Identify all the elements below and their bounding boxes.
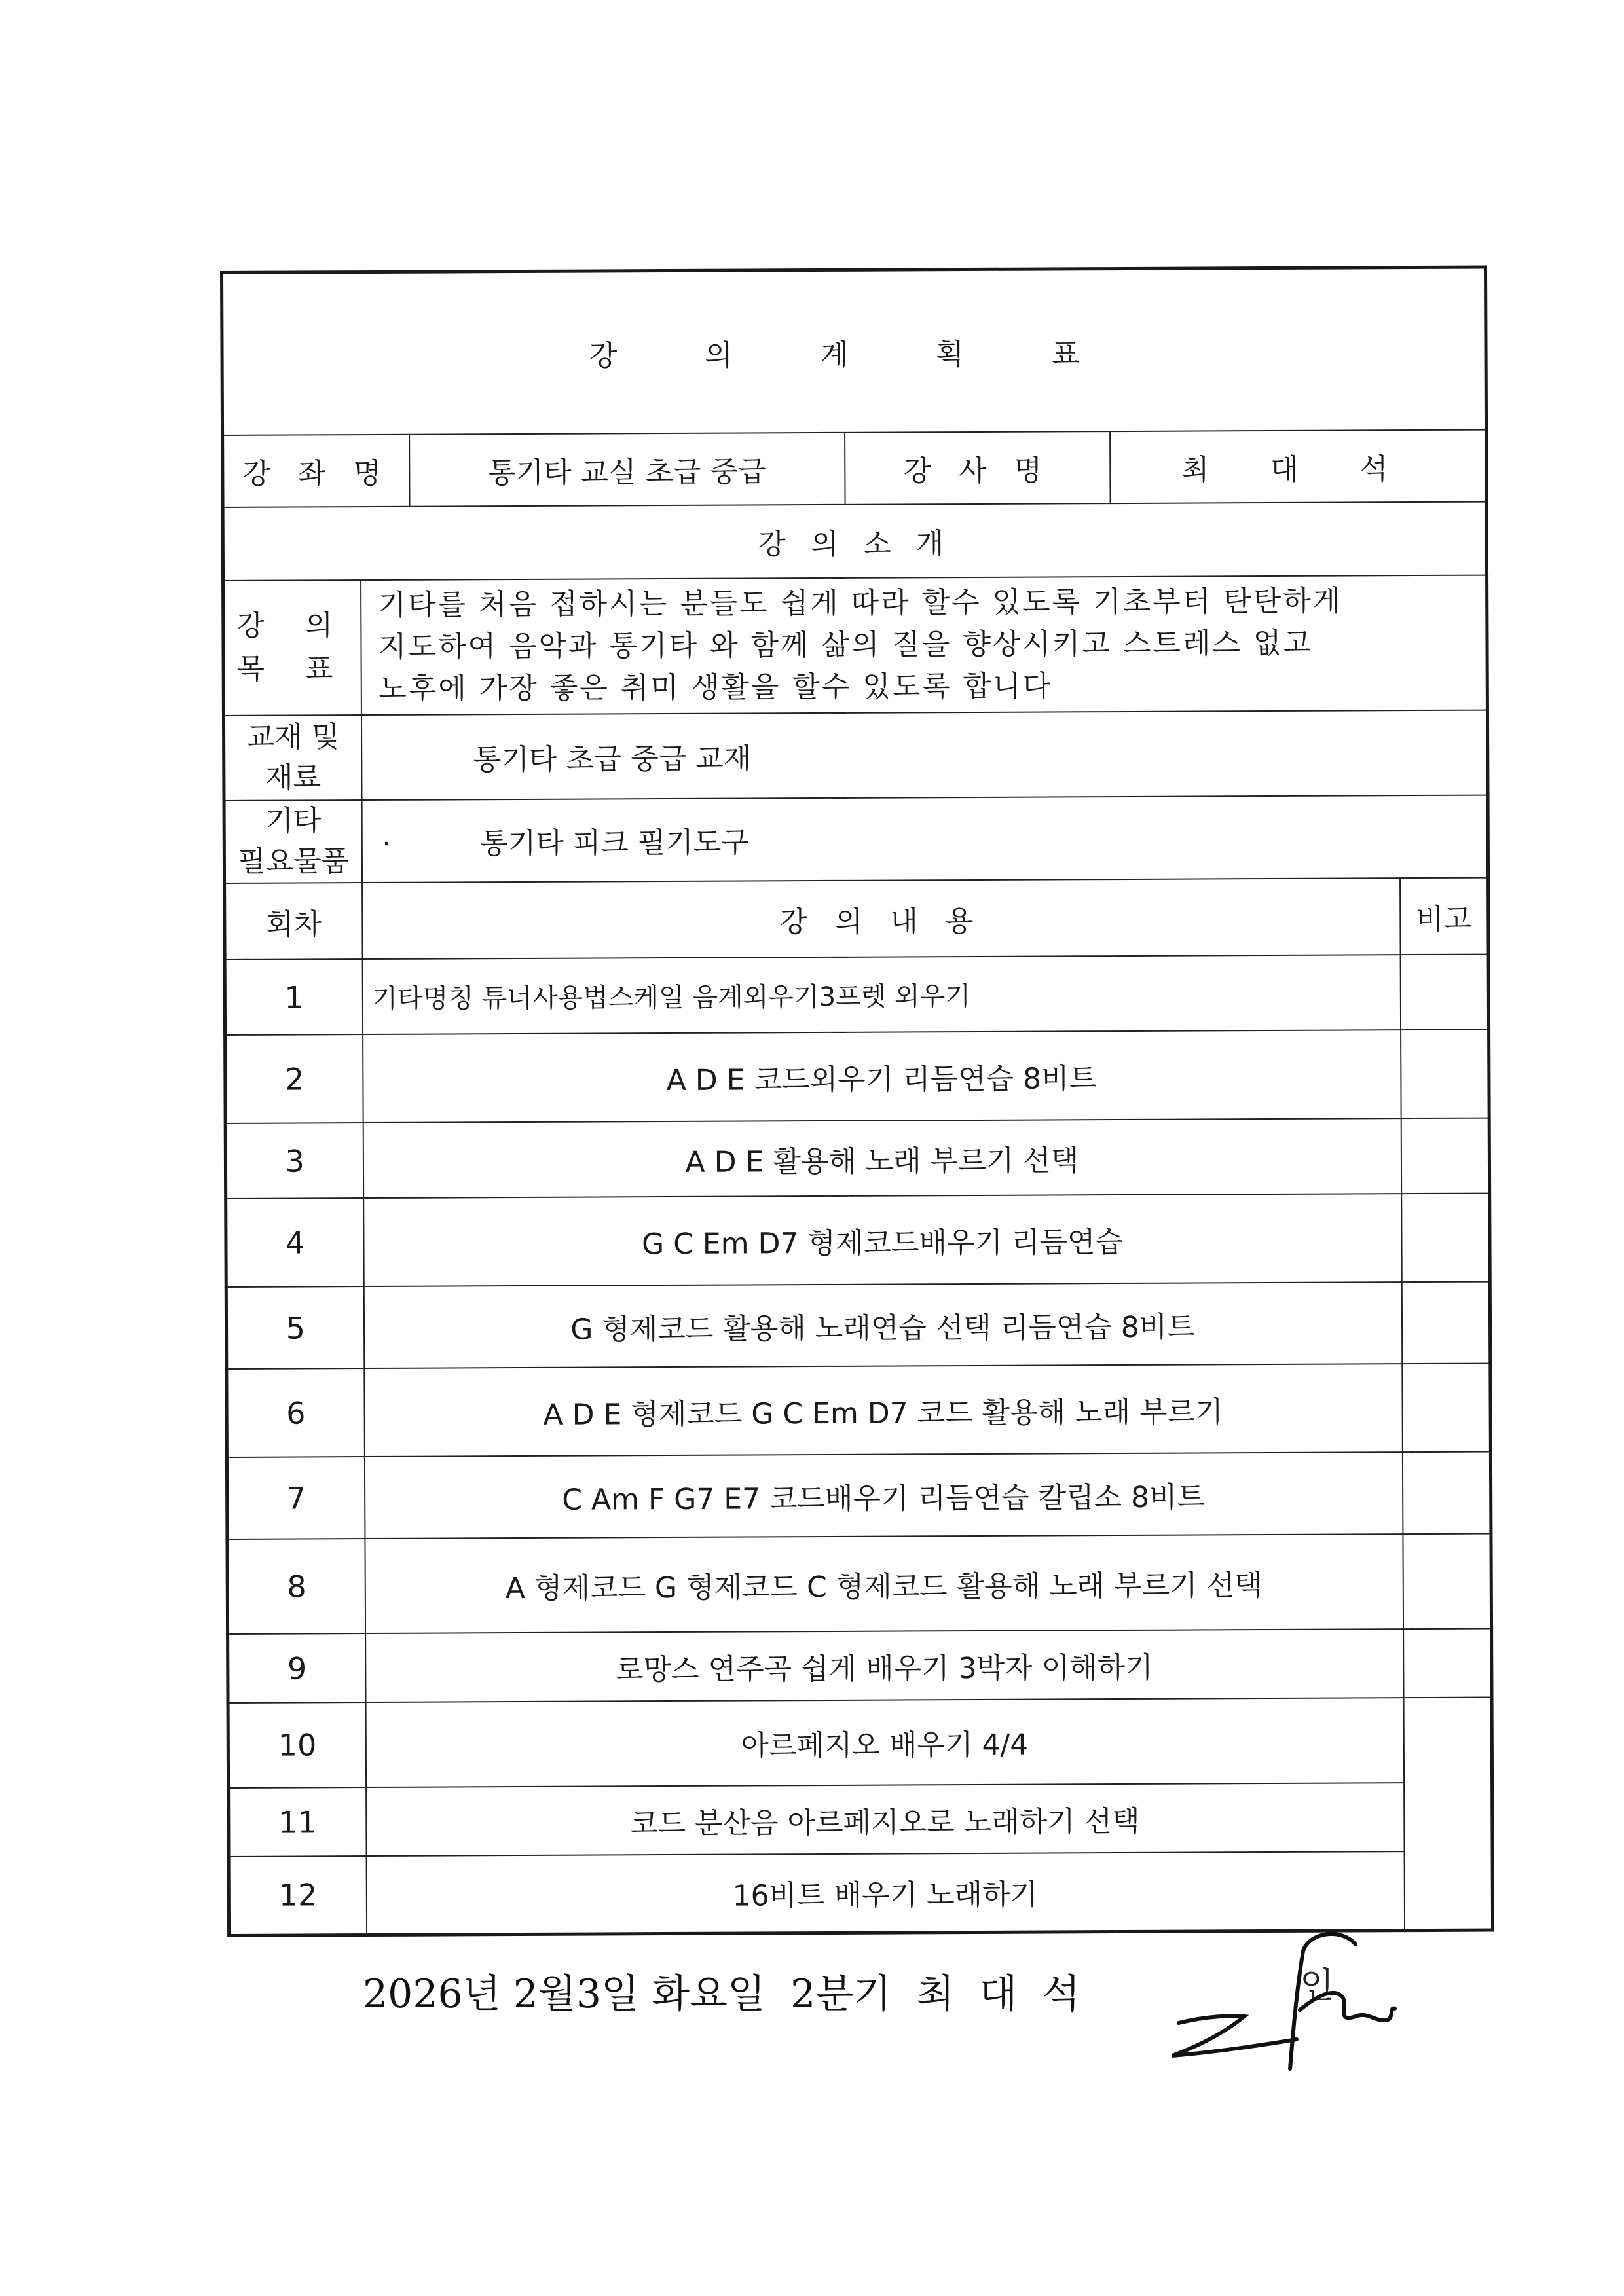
goal-text	[361, 575, 1488, 716]
session-number: 10	[228, 1702, 366, 1788]
session-content: 16비트 배우기 노래하기	[366, 1851, 1405, 1935]
session-remarks	[1403, 1698, 1493, 1931]
materials-text: 통기타 초급 중급 교재	[361, 710, 1488, 801]
course-name: 통기타 교실 초급 중급	[409, 433, 845, 507]
session-content: A D E 형제코드 G C Em D7 코드 활용해 노래 부르기	[364, 1364, 1403, 1457]
col-session-header: 회차	[225, 883, 363, 960]
session-number: 12	[229, 1856, 367, 1935]
instructor-label: 강 사 명	[845, 431, 1110, 505]
signature-icon	[1159, 1925, 1408, 2075]
session-remarks	[1401, 1030, 1490, 1119]
goal-label	[223, 580, 361, 716]
session-remarks	[1401, 1282, 1490, 1364]
session-content: A 형제코드 G 형제코드 C 형제코드 활용해 노래 부르기 선택	[365, 1534, 1403, 1633]
session-number: 11	[229, 1787, 366, 1857]
session-number: 6	[227, 1368, 365, 1457]
col-remarks-header: 비고	[1400, 878, 1489, 955]
session-number: 2	[225, 1034, 363, 1123]
misc-text: 통기타 피크 필기도구	[480, 826, 749, 861]
session-content: C Am F G7 E7 코드배우기 리듬연습 칼립소 8비트	[364, 1452, 1403, 1539]
session-remarks	[1402, 1364, 1491, 1453]
session-content: G C Em D7 형제코드배우기 리듬연습	[363, 1194, 1402, 1286]
session-content: 로망스 연주곡 쉽게 배우기 3박자 이해하기	[365, 1629, 1403, 1702]
session-remarks	[1401, 1118, 1490, 1194]
lecture-plan-sheet	[220, 266, 1491, 1934]
session-content: 아르페지오 배우기 4/4	[365, 1698, 1404, 1787]
bullet: ·	[382, 827, 392, 861]
instructor-name: 최 대 석	[1110, 430, 1486, 504]
session-content: A D E 활용해 노래 부르기 선택	[363, 1118, 1401, 1198]
session-content: 코드 분산음 아르페지오로 노래하기 선택	[366, 1783, 1404, 1856]
misc-label-line: 필요물품	[238, 845, 350, 879]
session-number: 8	[227, 1539, 365, 1634]
session-content: G 형제코드 활용해 노래연습 선택 리듬연습 8비트	[363, 1282, 1402, 1368]
session-number: 3	[225, 1123, 363, 1199]
misc-label-line: 기타	[265, 804, 322, 838]
intro-header: 강 의 소 개	[223, 502, 1486, 581]
session-number: 1	[225, 959, 362, 1035]
misc-items	[361, 795, 1488, 883]
session-number: 7	[227, 1457, 365, 1539]
materials-label	[223, 715, 361, 801]
session-remarks	[1403, 1534, 1492, 1630]
session-number: 5	[226, 1286, 364, 1369]
date-footer: 2026년 2월3일 화요일 2분기 최 대 석	[363, 1971, 1080, 2017]
col-content-header: 강 의 내 용	[362, 878, 1400, 959]
materials-label-line: 교재 및	[246, 720, 340, 754]
course-label: 강 좌 명	[223, 435, 409, 507]
session-number: 9	[228, 1633, 365, 1703]
seal-mark: 인	[1300, 1965, 1335, 2006]
page-title: 강 의 계 획 표	[222, 267, 1486, 435]
session-content: 기타명칭 튜너사용법스케일 음계외우기3프렛 외우기	[362, 955, 1400, 1034]
goal-label-line: 목 표	[236, 652, 349, 686]
session-remarks	[1401, 1194, 1490, 1283]
lecture-plan-table	[220, 266, 1494, 1937]
goal-line: 지도하여 음악과 통기타 와 함께 삶의 질을 향상시키고 스트레스 없고	[378, 626, 1314, 664]
goal-line: 기타를 처음 접하시는 분들도 쉽게 따라 할수 있도록 기초부터 탄탄하게	[378, 584, 1343, 622]
session-remarks	[1400, 955, 1489, 1030]
session-remarks	[1403, 1629, 1492, 1698]
goal-line: 노후에 가장 좋은 취미 생활을 할수 있도록 합니다	[378, 669, 1053, 706]
session-remarks	[1402, 1452, 1491, 1535]
session-content: A D E 코드외우기 리듬연습 8비트	[363, 1030, 1401, 1123]
session-number: 4	[226, 1198, 364, 1287]
misc-label	[224, 800, 362, 883]
materials-label-line: 재료	[265, 761, 322, 795]
goal-label-line: 강 의	[236, 609, 349, 643]
